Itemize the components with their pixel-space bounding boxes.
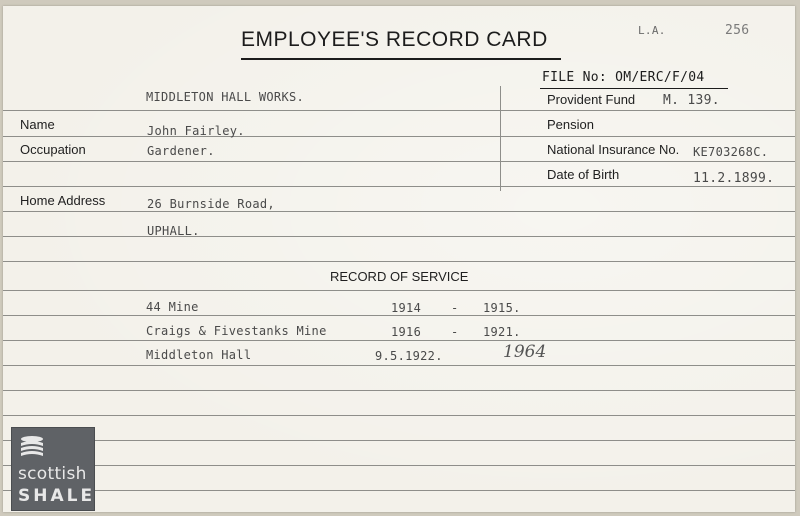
record-of-service-heading: RECORD OF SERVICE (330, 269, 469, 284)
provident-fund-label: Provident Fund (547, 92, 636, 107)
provident-fund-value: M. 139. (663, 93, 720, 108)
service-to-handwritten: 1964 (503, 342, 547, 362)
occupation-label: Occupation (20, 142, 86, 157)
logo-text-scottish: scottish (18, 464, 87, 484)
rule-line (3, 465, 795, 466)
file-number: FILE No: OM/ERC/F/04 (542, 70, 705, 85)
rule-line (3, 390, 795, 391)
rule-line (3, 440, 795, 441)
rule-line (3, 236, 795, 237)
logo-text-shale: SHALE (18, 486, 96, 506)
national-insurance-label: National Insurance No. (547, 142, 680, 157)
title-underline (241, 58, 561, 60)
service-to: 1921. (483, 325, 521, 339)
works-name: MIDDLETON HALL WORKS. (146, 90, 305, 104)
service-place: Middleton Hall (146, 348, 252, 362)
service-place: Craigs & Fivestanks Mine (146, 324, 327, 338)
rule-line (3, 315, 795, 316)
name-value: John Fairley. (147, 124, 245, 138)
rule-line (3, 186, 795, 187)
name-label: Name (20, 117, 55, 132)
service-place: 44 Mine (146, 300, 199, 314)
rule-line (3, 490, 795, 491)
address-line2: UPHALL. (147, 224, 200, 238)
service-from: 1914 (391, 301, 422, 315)
service-from: 1916 (391, 325, 422, 339)
service-from: 9.5.1922. (375, 349, 443, 363)
column-divider (500, 86, 501, 191)
rule-line (3, 261, 795, 262)
pension-label: Pension (547, 117, 594, 132)
corner-number: 256 (725, 23, 750, 38)
rule-line (3, 161, 795, 162)
corner-code: L.A. (638, 24, 666, 37)
date-of-birth-value: 11.2.1899. (693, 171, 775, 186)
record-card (3, 6, 795, 512)
service-to: 1915. (483, 301, 521, 315)
home-address-label: Home Address (20, 193, 106, 208)
service-dash: - (451, 325, 459, 339)
occupation-value: Gardener. (147, 144, 215, 158)
scottish-shale-logo (11, 427, 95, 511)
rule-line (3, 211, 795, 212)
card-title: EMPLOYEE'S RECORD CARD (241, 28, 548, 51)
rule-line (3, 290, 795, 291)
shale-layers-icon (18, 434, 46, 460)
date-of-birth-label: Date of Birth (547, 167, 620, 182)
address-line1: 26 Burnside Road, (147, 197, 275, 211)
rule-line (3, 110, 795, 111)
rule-line (3, 415, 795, 416)
rule-line (3, 365, 795, 366)
file-number-underline (540, 88, 728, 89)
service-dash: - (451, 301, 459, 315)
national-insurance-value: KE703268C. (693, 145, 769, 159)
rule-line (3, 340, 795, 341)
rule-line (3, 136, 795, 137)
